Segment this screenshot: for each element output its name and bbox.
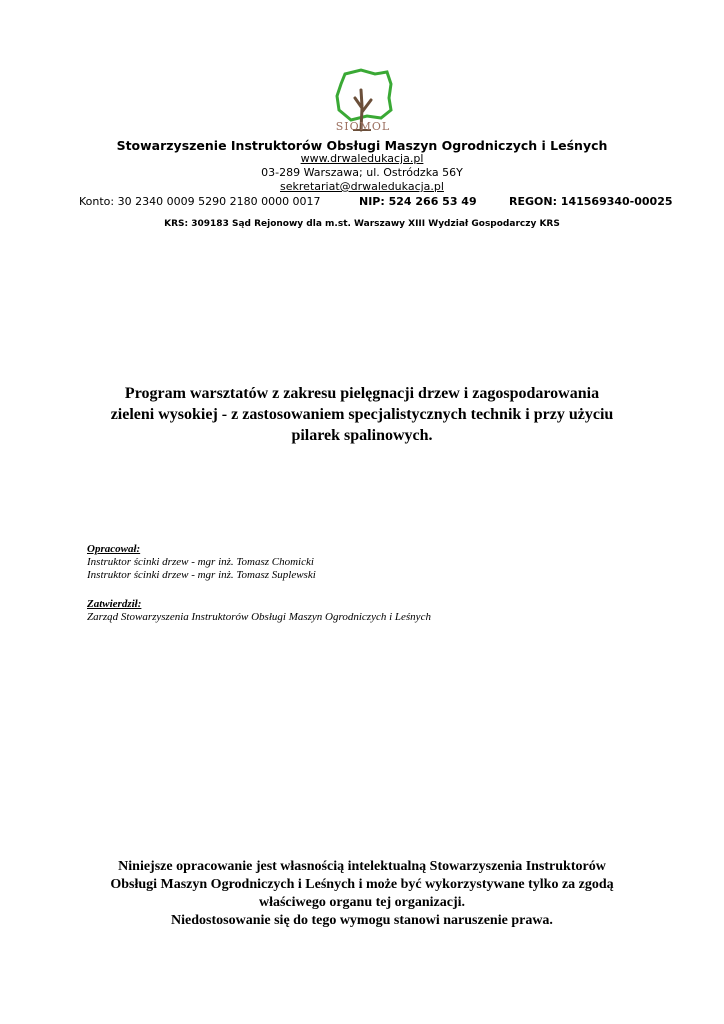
organization-name: Stowarzyszenie Instruktorów Obsługi Maszyn Ogrodniczych i Leśnych xyxy=(116,138,608,153)
prepared-by-section xyxy=(87,543,316,582)
regon-number: REGON: 141569340-00025 xyxy=(509,195,673,208)
notice-line: Niniejsze opracowanie jest własnością intelektualną Stowarzyszenia Instruktorów xyxy=(118,859,606,874)
author-line: Instruktor ścinki drzew - mgr inż. Tomasz Chomicki xyxy=(87,556,314,568)
krs-registry: KRS: 309183 Sąd Rejonowy dla m.st. Warszawy XIII Wydział Gospodarczy KRS xyxy=(164,219,560,229)
notice-line: Niedostosowanie się do tego wymogu stanowi naruszenie prawa. xyxy=(171,913,553,928)
address: 03-289 Warszawa; ul. Ostródzka 56Y xyxy=(261,166,463,179)
prepared-by-label: Opracował: xyxy=(87,543,141,555)
notice-line: Obsługi Maszyn Ogrodniczych i Leśnych i może być wykorzystywane tylko za zgodą xyxy=(110,877,614,892)
logo-text: SIOMOL xyxy=(335,120,391,133)
document-title xyxy=(70,383,654,446)
approved-by-label: Zatwierdził: xyxy=(87,598,142,610)
title-line: pilarek spalinowych. xyxy=(291,427,433,444)
author-line: Instruktor ścinki drzew - mgr inż. Tomasz Suplewski xyxy=(87,569,316,581)
website-link[interactable]: www.drwaledukacja.pl xyxy=(300,152,424,165)
approver-line: Zarząd Stowarzyszenia Instruktorów Obsługi Maszyn Ogrodniczych i Leśnych xyxy=(87,611,431,623)
title-line: Program warsztatów z zakresu pielęgnacji drzew i zagospodarowania xyxy=(124,385,600,402)
nip-number: NIP: 524 266 53 49 xyxy=(359,195,477,208)
approved-by-section xyxy=(87,598,431,624)
copyright-notice xyxy=(70,858,654,930)
email-link[interactable]: sekretariat@drwaledukacja.pl xyxy=(280,180,444,193)
notice-line: właściwego organu tej organizacji. xyxy=(258,895,466,910)
title-line: zieleni wysokiej - z zastosowaniem specjalistycznych technik i przy użyciu xyxy=(110,406,614,423)
bank-account: Konto: 30 2340 0009 5290 2180 0000 0017 xyxy=(79,195,321,208)
